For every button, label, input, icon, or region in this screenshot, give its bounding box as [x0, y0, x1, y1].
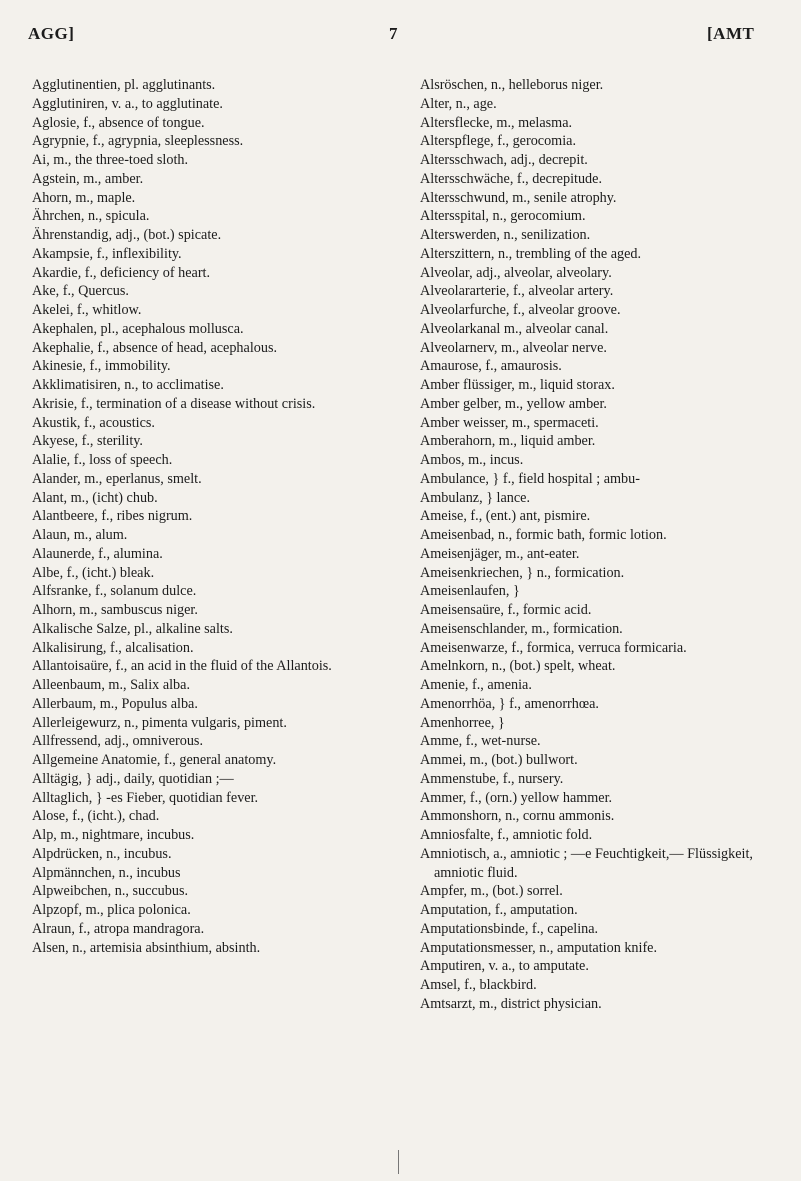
dictionary-entry: Ammenstube, f., nursery. — [420, 770, 564, 787]
column-divider — [398, 1150, 399, 1174]
dictionary-entry: Ammer, f., (orn.) yellow hammer. — [420, 789, 613, 806]
dictionary-entry: Ammei, m., (bot.) bullwort. — [420, 752, 578, 768]
dictionary-entry: Akephalie, f., absence of head, acephalous. — [32, 339, 278, 356]
dictionary-entry: Alpdrücken, n., incubus. — [32, 845, 172, 862]
dictionary-entry: Alraun, f., atropa mandragora. — [32, 920, 205, 937]
dictionary-entry: Amenie, f., amenia. — [420, 677, 532, 693]
dictionary-entry: Ahorn, m., maple. — [32, 189, 136, 206]
dictionary-entry: Akampsie, f., inflexibility. — [32, 245, 182, 262]
dictionary-entry: Amber weisser, m., spermaceti. — [420, 414, 599, 431]
running-head-left: AGG] — [28, 24, 75, 43]
dictionary-entry: Akrisie, f., termination of a disease without crisis. — [32, 395, 316, 412]
dictionary-entry: Altersschwund, m., senile atrophy. — [420, 189, 617, 206]
dictionary-entry: Altersschwach, adj., decrepit. — [420, 152, 588, 168]
dictionary-entry: Alfsranke, f., solanum dulce. — [32, 583, 197, 600]
dictionary-entry: Amputationsmesser, n., amputation knife. — [420, 939, 658, 956]
dictionary-entry: Agstein, m., amber. — [32, 170, 144, 187]
dictionary-entry: Alltägig, } adj., daily, quotidian ;— — [32, 770, 234, 787]
dictionary-entry: Altersflecke, m., melasma. — [420, 114, 573, 131]
dictionary-entry: Alveolararterie, f., alveolar artery. — [420, 283, 614, 300]
dictionary-entry: Ameisenjäger, m., ant-eater. — [420, 545, 580, 562]
dictionary-entry: Ameisenschlander, m., formication. — [420, 620, 623, 637]
dictionary-entry: Ährchen, n., spicula. — [32, 208, 150, 225]
dictionary-entry: Allerbaum, m., Populus alba. — [32, 695, 198, 712]
dictionary-entry: Alander, m., eperlanus, smelt. — [32, 470, 202, 487]
dictionary-entry: Alkalisirung, f., alcalisation. — [32, 639, 194, 656]
dictionary-entry: Ambulanz, } lance. — [420, 489, 531, 506]
dictionary-entry: Alpmännchen, n., incubus — [32, 864, 181, 881]
dictionary-entry: Alpweibchen, n., succubus. — [32, 883, 189, 900]
dictionary-entry: Akephalen, pl., acephalous mollusca. — [32, 320, 244, 337]
dictionary-entry: Agglutinentien, pl. agglutinants. — [32, 77, 216, 93]
dictionary-entry: Alant, m., (icht) chub. — [32, 489, 158, 506]
dictionary-entry: Alhorn, m., sambuscus niger. — [32, 602, 198, 618]
dictionary-entry: Alveolarkanal m., alveolar canal. — [420, 320, 609, 337]
dictionary-entry: Alveolar, adj., alveolar, alveolary. — [420, 264, 612, 281]
dictionary-entry: Alleenbaum, m., Salix alba. — [32, 677, 190, 693]
dictionary-entry: Amber gelber, m., yellow amber. — [420, 395, 607, 412]
dictionary-entry: Amaurose, f., amaurosis. — [420, 358, 562, 375]
dictionary-entry: Allantoisaüre, f., an acid in the fluid of the Allantois. — [32, 658, 332, 675]
dictionary-entry: Alterswerden, n., senilization. — [420, 227, 591, 243]
dictionary-entry: Alsröschen, n., helleborus niger. — [420, 77, 604, 93]
dictionary-entry: Alterszittern, n., trembling of the aged. — [420, 245, 642, 262]
dictionary-entry: Amenhorree, } — [420, 714, 505, 731]
dictionary-entry: Ai, m., the three-toed sloth. — [32, 152, 189, 168]
dictionary-entry: Ährenstandig, adj., (bot.) spicate. — [32, 227, 222, 243]
dictionary-entry: Ameisensaüre, f., formic acid. — [420, 602, 592, 618]
dictionary-entry: Albe, f., (icht.) bleak. — [32, 564, 155, 581]
left-column — [32, 76, 392, 957]
dictionary-entry: Akklimatisiren, n., to acclimatise. — [32, 377, 224, 393]
dictionary-entry: Amtsarzt, m., district physician. — [420, 995, 602, 1012]
dictionary-entry: Alterspflege, f., gerocomia. — [420, 133, 577, 150]
dictionary-entry: Agrypnie, f., agrypnia, sleeplessness. — [32, 133, 244, 150]
dictionary-entry: Alveolarnerv, m., alveolar nerve. — [420, 339, 607, 356]
dictionary-entry: Amber flüssiger, m., liquid storax. — [420, 377, 615, 393]
dictionary-entry: Ammonshorn, n., cornu ammonis. — [420, 808, 615, 825]
running-head-right: [AMT — [707, 24, 755, 43]
dictionary-entry: Amniosfalte, f., amniotic fold. — [420, 827, 593, 843]
page-number: 7 — [389, 24, 398, 43]
dictionary-entry: Ambulance, } f., field hospital ; ambu- — [420, 470, 640, 487]
dictionary-entry: Ameise, f., (ent.) ant, pismire. — [420, 508, 591, 525]
dictionary-entry: Ake, f., Quercus. — [32, 283, 129, 300]
right-column — [420, 76, 778, 1014]
dictionary-entry: Alantbeere, f., ribes nigrum. — [32, 508, 193, 525]
dictionary-entry: Alalie, f., loss of speech. — [32, 452, 173, 468]
dictionary-entry: Ameisenbad, n., formic bath, formic lotion. — [420, 527, 667, 543]
dictionary-entry: Alveolarfurche, f., alveolar groove. — [420, 302, 621, 318]
dictionary-entry: Agglutiniren, v. a., to agglutinate. — [32, 95, 223, 112]
dictionary-entry: Amputationsbinde, f., capelina. — [420, 920, 599, 937]
dictionary-entry: Ameisenkriechen, } n., formication. — [420, 564, 625, 581]
dictionary-entry: Alltaglich, } -es Fieber, quotidian fever. — [32, 789, 259, 806]
dictionary-entry: Akelei, f., whitlow. — [32, 302, 142, 318]
dictionary-entry: Akinesie, f., immobility. — [32, 358, 171, 375]
dictionary-entry: Amberahorn, m., liquid amber. — [420, 433, 596, 450]
dictionary-entry: Alpzopf, m., plica polonica. — [32, 902, 191, 918]
dictionary-entry: Ambos, m., incus. — [420, 452, 524, 468]
dictionary-entry: Allerleigewurz, n., pimenta vulgaris, piment. — [32, 714, 287, 731]
dictionary-entry: Alose, f., (icht.), chad. — [32, 808, 160, 825]
dictionary-entry: Allgemeine Anatomie, f., general anatomy. — [32, 752, 277, 768]
dictionary-entry: Aglosie, f., absence of tongue. — [32, 114, 205, 131]
dictionary-entry: Amme, f., wet-nurse. — [420, 733, 541, 750]
dictionary-entry: Akardie, f., deficiency of heart. — [32, 264, 211, 281]
dictionary-entry: Alkalische Salze, pl., alkaline salts. — [32, 620, 233, 637]
dictionary-entry: Altersschwäche, f., decrepitude. — [420, 170, 602, 187]
dictionary-entry: Ameisenwarze, f., formica, verruca formicaria. — [420, 639, 687, 656]
dictionary-entry: Alter, n., age. — [420, 95, 497, 112]
dictionary-entry: Ampfer, m., (bot.) sorrel. — [420, 883, 563, 900]
dictionary-entry: Alsen, n., artemisia absinthium, absinth. — [32, 939, 261, 956]
dictionary-entry: Allfressend, adj., omniverous. — [32, 733, 204, 750]
dictionary-entry: Amputation, f., amputation. — [420, 902, 578, 918]
dictionary-entry: Amenorrhöa, } f., amenorrhœa. — [420, 695, 599, 712]
dictionary-entry: Amelnkorn, n., (bot.) spelt, wheat. — [420, 658, 616, 675]
dictionary-entry: Alaun, m., alum. — [32, 527, 128, 543]
dictionary-entry: Ameisenlaufen, } — [420, 583, 520, 600]
dictionary-entry: Amputiren, v. a., to amputate. — [420, 958, 589, 975]
dictionary-entry: Amniotisch, a., amniotic ; —e Feuchtigkeit,— Flüssigkeit, amniotic fluid. — [420, 845, 753, 881]
dictionary-entry: Akyese, f., sterility. — [32, 433, 143, 450]
dictionary-entry: Akustik, f., acoustics. — [32, 414, 155, 431]
dictionary-entry: Amsel, f., blackbird. — [420, 977, 537, 993]
dictionary-entry: Alaunerde, f., alumina. — [32, 545, 163, 562]
dictionary-entry: Altersspital, n., gerocomium. — [420, 208, 586, 225]
dictionary-entry: Alp, m., nightmare, incubus. — [32, 827, 195, 843]
